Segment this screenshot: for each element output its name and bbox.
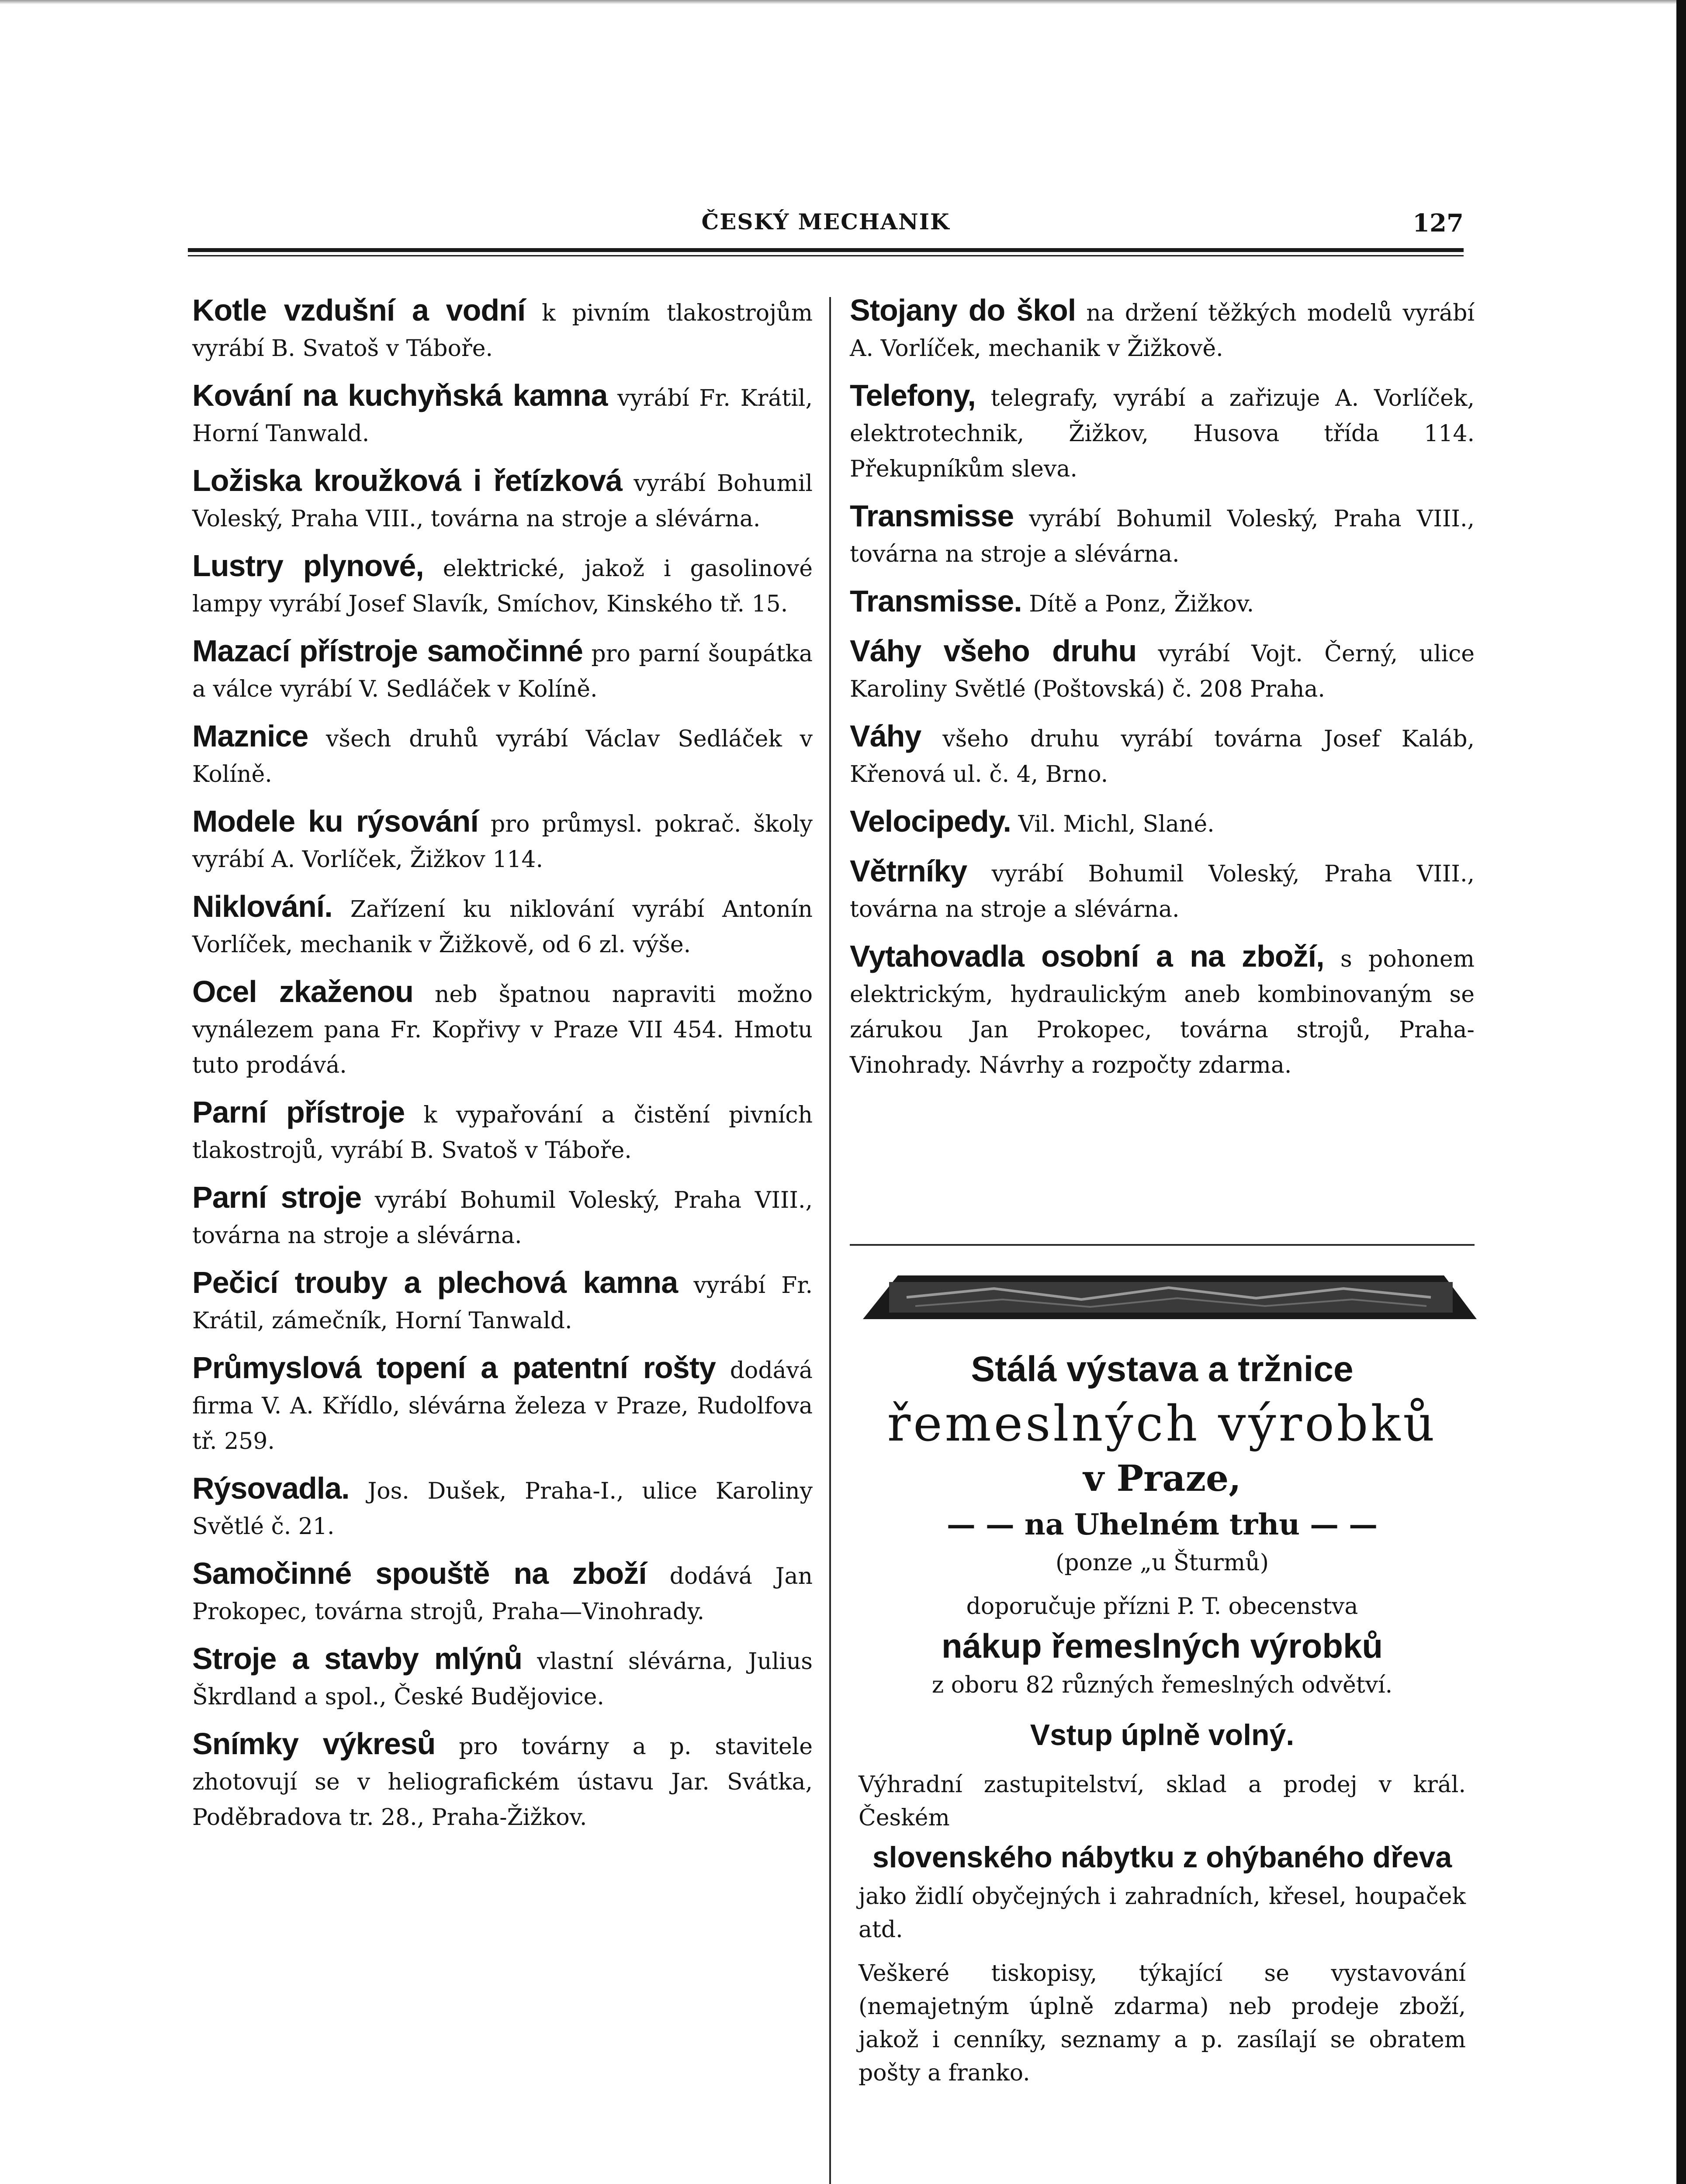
list-item bbox=[850, 584, 1475, 622]
entry-keyword: Snímky výkresů bbox=[192, 1727, 436, 1761]
ad-separator-rule bbox=[850, 1244, 1475, 1246]
entry-keyword: Váhy všeho druhu bbox=[850, 634, 1137, 668]
list-item bbox=[192, 974, 813, 1083]
entry-keyword: Parní stroje bbox=[192, 1180, 362, 1214]
ad-furniture-desc: jako židlí obyčejných i zahradních, křesel, houpaček atd. bbox=[859, 1883, 1466, 1943]
entry-keyword: Průmyslová topení a patentní rošty bbox=[192, 1351, 716, 1385]
page-header bbox=[188, 209, 1464, 238]
header-rule-thin bbox=[188, 255, 1464, 256]
entry-keyword: Samočinné spouště na zboží bbox=[192, 1556, 647, 1590]
ad-city: v Praze, bbox=[1083, 1458, 1241, 1500]
ad-subtitle: řemeslných výrobků bbox=[887, 1396, 1437, 1452]
list-item bbox=[192, 1265, 813, 1339]
entry-text: vyrábí Bohumil Voleský, Praha VIII., továrna na stroje a slévárna. bbox=[850, 861, 1475, 923]
entry-keyword: Kotle vzdušní a vodní bbox=[192, 293, 526, 327]
entry-keyword: Velocipedy. bbox=[850, 804, 1011, 838]
journal-title: ČESKÝ MECHANIK bbox=[701, 209, 950, 235]
entry-keyword: Lustry plynové, bbox=[192, 549, 424, 583]
list-item bbox=[192, 1556, 813, 1630]
entry-keyword: Transmisse bbox=[850, 499, 1014, 533]
ad-purchase: nákup řemeslných výrobků bbox=[941, 1627, 1383, 1665]
list-item bbox=[192, 293, 813, 366]
entry-keyword: Pečicí trouby a plechová kamna bbox=[192, 1265, 678, 1299]
advertisement bbox=[850, 1337, 1475, 2090]
entry-text: pro továrny a p. stavitele zhotovují se v heliografickém ústavu Jar. Svátka, Poděbradova tr. 28., Praha-Žižkov. bbox=[192, 1734, 813, 1831]
entry-text: telegrafy, vyrábí a zařizuje A. Vorlíček, elektrotechnik, Žižkov, Husova třída 114. Překupníkům sleva. bbox=[850, 385, 1475, 482]
ad-info: Veškeré tiskopisy, týkající se vystavování (nemajetným úplně zdarma) neb prodeje zboží, jakož i cenníky, seznamy a p. zasílají se obratem pošty a franko. bbox=[859, 1960, 1466, 2086]
entry-keyword: Kování na kuchyňská kamna bbox=[192, 378, 608, 412]
list-item bbox=[192, 548, 813, 622]
entry-text: dodává firma V. A. Křídlo, slévárna železa v Praze, Rudolfova tř. 259. bbox=[192, 1358, 813, 1455]
list-item bbox=[850, 804, 1475, 842]
ad-location: — — na Uhelném trhu — — bbox=[946, 1507, 1378, 1541]
scan-edge-top bbox=[0, 0, 1686, 4]
list-item bbox=[850, 378, 1475, 487]
list-item bbox=[192, 889, 813, 963]
entry-keyword: Transmisse. bbox=[850, 584, 1022, 618]
ad-fields: z oboru 82 různých řemeslných odvětví. bbox=[931, 1672, 1393, 1698]
list-item bbox=[850, 854, 1475, 927]
entry-text: Zařízení ku niklování vyrábí Antonín Vorlíček, mechanik v Žižkově, od 6 zl. výše. bbox=[192, 896, 813, 958]
list-item bbox=[850, 939, 1475, 1083]
ad-representation: Výhradní zastupitelství, sklad a prodej v král. Českém bbox=[859, 1772, 1466, 1831]
list-item bbox=[192, 633, 813, 707]
entry-text: Vil. Michl, Slané. bbox=[1018, 811, 1215, 837]
ad-location-note: (ponze „u Šturmů) bbox=[1056, 1550, 1269, 1576]
list-item bbox=[850, 293, 1475, 366]
entry-text: k pivním tlakostrojům vyrábí B. Svatoš v Táboře. bbox=[192, 300, 813, 362]
entry-keyword: Niklování. bbox=[192, 889, 332, 923]
entry-text: vyrábí Bohumil Voleský, Praha VIII., továrna na stroje a slévárna. bbox=[850, 506, 1475, 567]
list-item bbox=[850, 633, 1475, 707]
entry-keyword: Ocel zkaženou bbox=[192, 975, 413, 1009]
entry-text: pro parní šoupátka a válce vyrábí V. Sedláček v Kolíně. bbox=[192, 641, 813, 702]
ad-recommend: doporučuje přízni P. T. obecenstva bbox=[966, 1593, 1358, 1620]
entry-text: všeho druhu vyrábí továrna Josef Kaláb, Křenová ul. č. 4, Brno. bbox=[850, 726, 1475, 788]
entry-keyword: Ložiska kroužková i řetízková bbox=[192, 463, 623, 498]
list-item bbox=[192, 1471, 813, 1545]
scan-edge-right bbox=[1676, 0, 1686, 2184]
entry-keyword: Modele ku rýsování bbox=[192, 804, 478, 838]
entry-keyword: Parní přístroje bbox=[192, 1095, 405, 1129]
entry-text: vyrábí Fr. Krátil, zámečník, Horní Tanwald. bbox=[192, 1272, 813, 1334]
ad-entry-free: Vstup úplně volný. bbox=[1030, 1718, 1295, 1752]
entry-keyword: Mazací přístroje samočinné bbox=[192, 634, 583, 668]
list-item bbox=[192, 804, 813, 878]
right-column bbox=[850, 293, 1475, 1095]
header-rule-thick bbox=[188, 248, 1464, 252]
entry-text: Dítě a Ponz, Žižkov. bbox=[1029, 591, 1254, 617]
entry-text: vyrábí Bohumil Voleský, Praha VIII., továrna na stroje a slévárna. bbox=[192, 470, 813, 532]
list-item bbox=[850, 719, 1475, 792]
entry-keyword: Váhy bbox=[850, 719, 921, 753]
list-item bbox=[192, 1180, 813, 1254]
entry-text: neb špatnou napraviti možno vynálezem pana Fr. Kopřivy v Praze VII 454. Hmotu tuto prodává. bbox=[192, 981, 813, 1078]
entry-keyword: Rýsovadla. bbox=[192, 1471, 350, 1505]
decorative-banner-top bbox=[863, 1258, 1477, 1324]
ad-title: Stálá výstava a tržnice bbox=[971, 1349, 1354, 1389]
entry-text: Jos. Dušek, Praha-I., ulice Karoliny Světlé č. 21. bbox=[192, 1478, 813, 1540]
ad-furniture: slovenského nábytku z ohýbaného dřeva bbox=[872, 1841, 1452, 1874]
list-item bbox=[192, 1641, 813, 1715]
page-number: 127 bbox=[1413, 209, 1464, 238]
entry-text: k vypařování a čistění pivních tlakostrojů, vyrábí B. Svatoš v Táboře. bbox=[192, 1102, 813, 1164]
list-item bbox=[192, 719, 813, 792]
entry-text: pro průmysl. pokrač. školy vyrábí A. Vorlíček, Žižkov 114. bbox=[192, 811, 813, 873]
entry-text: vlastní slévárna, Julius Škrdland a spol., České Budějovice. bbox=[192, 1648, 813, 1710]
entry-text: vyrábí Bohumil Voleský, Praha VIII., továrna na stroje a slévárna. bbox=[192, 1187, 813, 1249]
entry-text: na držení těžkých modelů vyrábí A. Vorlíček, mechanik v Žižkově. bbox=[850, 300, 1475, 362]
list-item bbox=[192, 1726, 813, 1835]
list-item bbox=[850, 498, 1475, 572]
entry-text: elektrické, jakož i gasolinové lampy vyrábí Josef Slavík, Smíchov, Kinského tř. 15. bbox=[192, 556, 813, 617]
entry-text: vyrábí Vojt. Černý, ulice Karoliny Světlé (Poštovská) č. 208 Praha. bbox=[850, 641, 1475, 702]
list-item bbox=[192, 463, 813, 537]
entry-keyword: Stroje a stavby mlýnů bbox=[192, 1641, 523, 1676]
entry-keyword: Telefony, bbox=[850, 378, 976, 412]
entry-keyword: Větrníky bbox=[850, 854, 967, 888]
entry-text: všech druhů vyrábí Václav Sedláček v Kolíně. bbox=[192, 726, 813, 788]
entry-keyword: Stojany do škol bbox=[850, 293, 1076, 327]
entry-keyword: Maznice bbox=[192, 719, 308, 753]
left-column bbox=[192, 293, 813, 1847]
list-item bbox=[192, 1350, 813, 1459]
entry-text: s pohonem elektrickým, hydraulickým aneb kombinovaným se zárukou Jan Prokopec, továrna strojů, Praha-Vinohrady. Návrhy a rozpočty zdarma. bbox=[850, 946, 1475, 1078]
list-item bbox=[192, 1095, 813, 1168]
entry-text: vyrábí Fr. Krátil, Horní Tanwald. bbox=[192, 385, 813, 447]
column-divider bbox=[829, 297, 831, 2184]
entry-text: dodává Jan Prokopec, továrna strojů, Praha—Vinohrady. bbox=[192, 1563, 813, 1625]
list-item bbox=[192, 378, 813, 452]
entry-keyword: Vytahovadla osobní a na zboží, bbox=[850, 939, 1324, 973]
